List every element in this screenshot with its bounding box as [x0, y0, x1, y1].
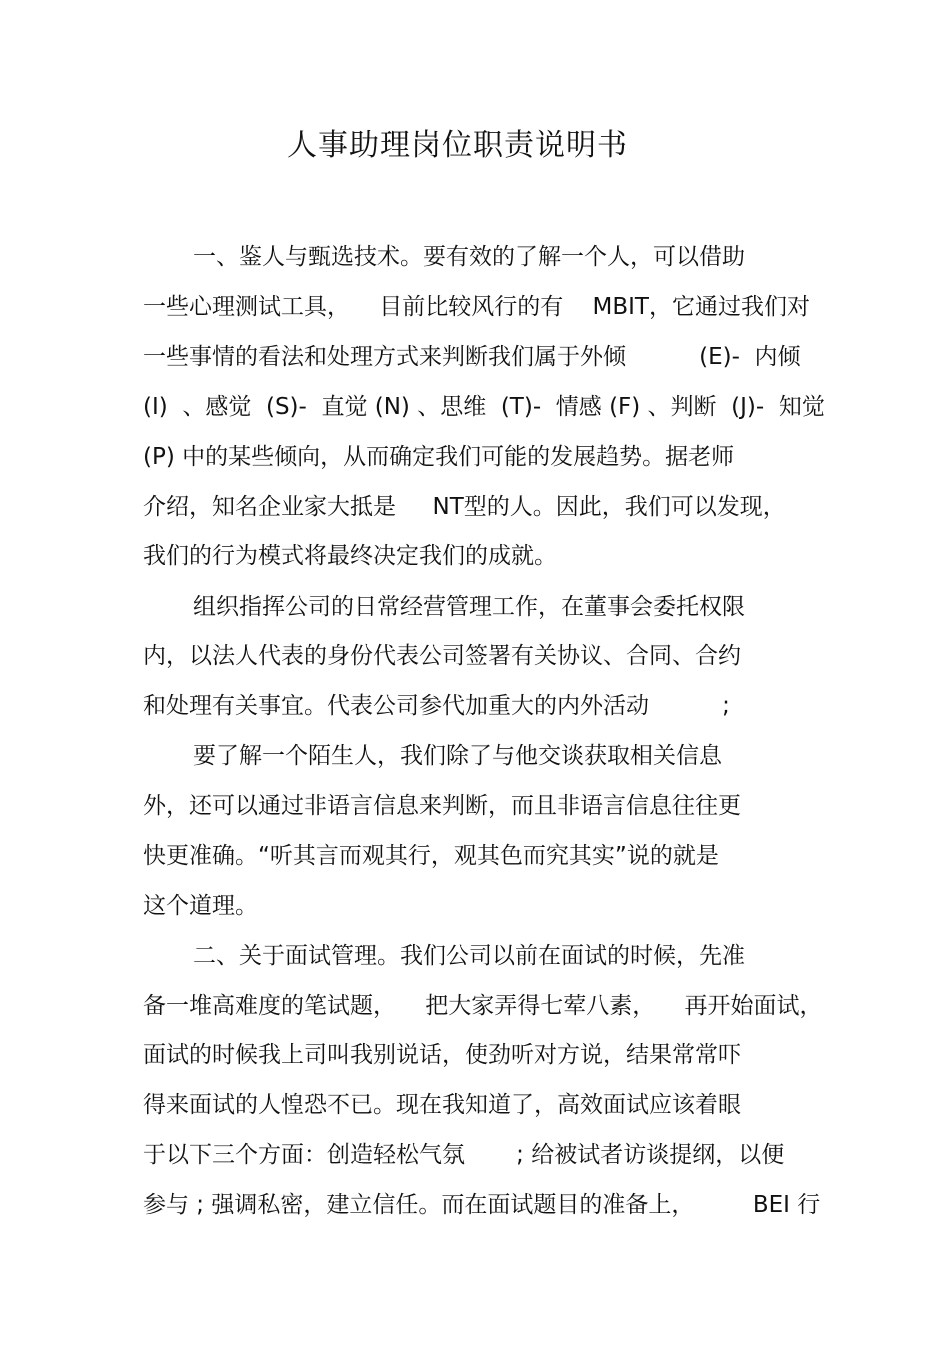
paragraph-line: 一、鉴人与甄选技术。要有效的了解一个人，可以借助: [193, 244, 745, 270]
paragraph-line: 内，以法人代表的身份代表公司签署有关协议、合同、合约: [143, 643, 741, 669]
paragraph-line: 一些心理测试工具， 目前比较风行的有 MBIT，它通过我们对: [143, 294, 810, 320]
paragraph-line: 备一堆高难度的笔试题， 把大家弄得七荤八素， 再开始面试，: [143, 993, 823, 1019]
document-title: 人事助理岗位职责说明书: [287, 128, 628, 163]
paragraph-line: 得来面试的人惶恐不已。现在我知道了，高效面试应该着眼: [143, 1092, 741, 1118]
paragraph-line: 于以下三个方面：创造轻松气氛 ; 给被试者访谈提纲，以便: [143, 1142, 785, 1168]
paragraph-line: (I) 、感觉 (S)- 直觉 (N) 、思维 (T)- 情感 (F) 、判断 (J)- 知觉: [143, 394, 825, 420]
paragraph-line: 这个道理。: [143, 893, 258, 919]
paragraph-line: 介绍，知名企业家大抵是 NT型的人。因此，我们可以发现，: [143, 494, 786, 520]
paragraph-line: 组织指挥公司的日常经营管理工作，在董事会委托权限: [193, 594, 745, 620]
paragraph-line: 要了解一个陌生人，我们除了与他交谈获取相关信息: [193, 743, 722, 769]
paragraph-line: 一些事情的看法和处理方式来判断我们属于外倾 (E)- 内倾: [143, 344, 801, 370]
paragraph-line: 参与 ; 强调私密，建立信任。而在面试题目的准备上， BEI 行: [143, 1192, 821, 1218]
paragraph-line: 快更准确。“听其言而观其行，观其色而究其实”说的就是: [143, 843, 719, 869]
paragraph-line: 面试的时候我上司叫我别说话，使劲听对方说，结果常常吓: [143, 1042, 741, 1068]
paragraph-line: 外，还可以通过非语言信息来判断，而且非语言信息往往更: [143, 793, 741, 819]
paragraph-line: 二、关于面试管理。我们公司以前在面试的时候，先准: [193, 943, 745, 969]
paragraph-line: 我们的行为模式将最终决定我们的成就。: [143, 543, 557, 569]
paragraph-line: 和处理有关事宜。代表公司参代加重大的内外活动 ;: [143, 693, 730, 719]
paragraph-line: (P) 中的某些倾向，从而确定我们可能的发展趋势。据老师: [143, 444, 735, 470]
